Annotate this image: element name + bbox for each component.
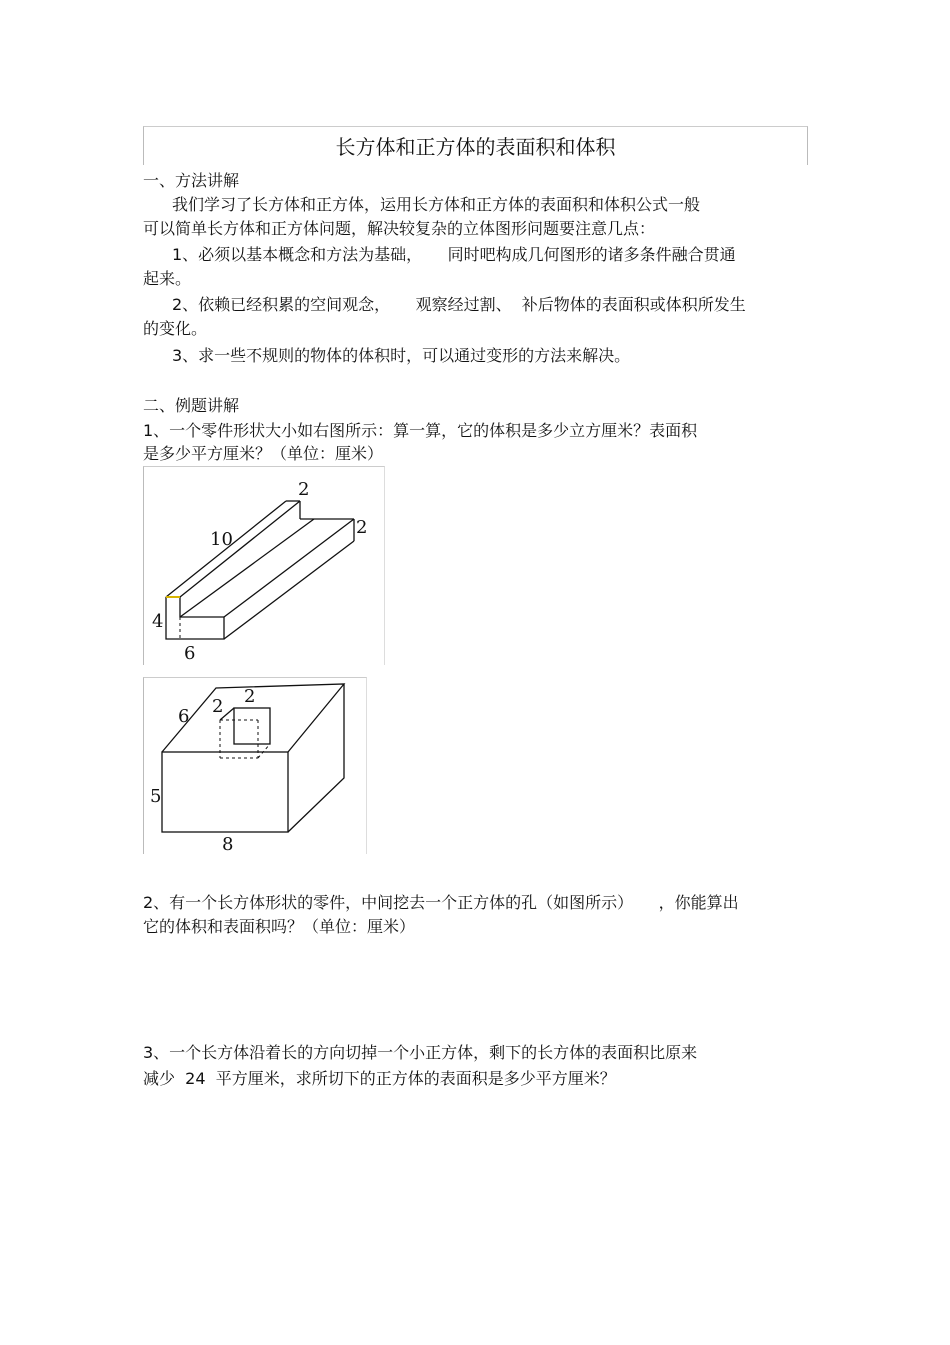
figure-2-label-height: 5 <box>150 786 162 807</box>
figure-2-label-depth: 6 <box>178 706 190 727</box>
figure-1-label-right: 2 <box>356 517 368 538</box>
page-title: 长方体和正方体的表面积和体积 <box>335 135 616 159</box>
figure-2-label-hole-side: 2 <box>212 696 224 717</box>
question-3-line-2: 减少 24 平方厘米，求所切下的正方体的表面积是多少平方厘米？ <box>143 1069 616 1088</box>
figure-l-shaped-part <box>143 466 385 665</box>
figure-2-side-face <box>288 684 344 832</box>
figure-1-label-length: 10 <box>210 529 233 550</box>
point-1-line-1: 1、必须以基本概念和方法为基础， 同时吧构成几何图形的诸多条件融合贯通 <box>172 245 736 264</box>
figure-1-edge <box>224 541 354 639</box>
title-box <box>143 126 808 165</box>
figure-2-hole-hidden-edge <box>258 744 270 758</box>
point-2-line-2: 的变化。 <box>143 319 208 338</box>
point-3: 3、求一些不规则的物体的体积时，可以通过变形的方法来解决。 <box>172 346 631 365</box>
figure-2-label-length: 8 <box>222 834 234 854</box>
figure-1-front-face <box>166 597 224 639</box>
figure-1-label-bottom: 6 <box>184 643 196 664</box>
point-2-line-1: 2、依赖已经积累的空间观念， 观察经过割、 补后物体的表面积或体积所发生 <box>172 295 746 314</box>
intro-line-2: 可以简单长方体和正方体问题，解决较复杂的立体图形问题要注意几点： <box>143 219 656 238</box>
question-2-line-2: 它的体积和表面积吗？（单位：厘米） <box>143 917 416 936</box>
question-3-line-1: 3、一个长方体沿着长的方向切掉一个小正方体，剩下的长方体的表面积比原来 <box>143 1043 698 1062</box>
intro-line-1: 我们学习了长方体和正方体，运用长方体和正方体的表面积和体积公式一般 <box>172 195 701 214</box>
figure-1-edge <box>180 501 300 597</box>
figure-1-edge <box>180 519 314 617</box>
figure-box-with-hole <box>143 677 367 854</box>
question-2-line-1: 2、有一个长方体形状的零件，中间挖去一个正方体的孔（如图所示） ，你能算出 <box>143 893 739 912</box>
section-heading-methods: 一、方法讲解 <box>143 171 240 190</box>
figure-1-drawing <box>144 467 384 665</box>
figure-2-drawing <box>144 678 366 854</box>
figure-1-label-top: 2 <box>298 479 310 500</box>
section-heading-examples: 二、例题讲解 <box>143 396 240 415</box>
figure-1-edge <box>224 519 354 617</box>
figure-2-label-hole-top: 2 <box>244 686 256 707</box>
figure-1-label-height: 4 <box>152 611 164 632</box>
figure-2-front-face <box>162 752 288 832</box>
figure-2-hole-top <box>234 708 270 744</box>
question-1-line-1: 1、一个零件形状大小如右图所示：算一算，它的体积是多少立方厘米？表面积 <box>143 421 698 440</box>
question-1-line-2: 是多少平方厘米？（单位：厘米） <box>143 444 384 463</box>
point-1-line-2: 起来。 <box>143 269 192 288</box>
